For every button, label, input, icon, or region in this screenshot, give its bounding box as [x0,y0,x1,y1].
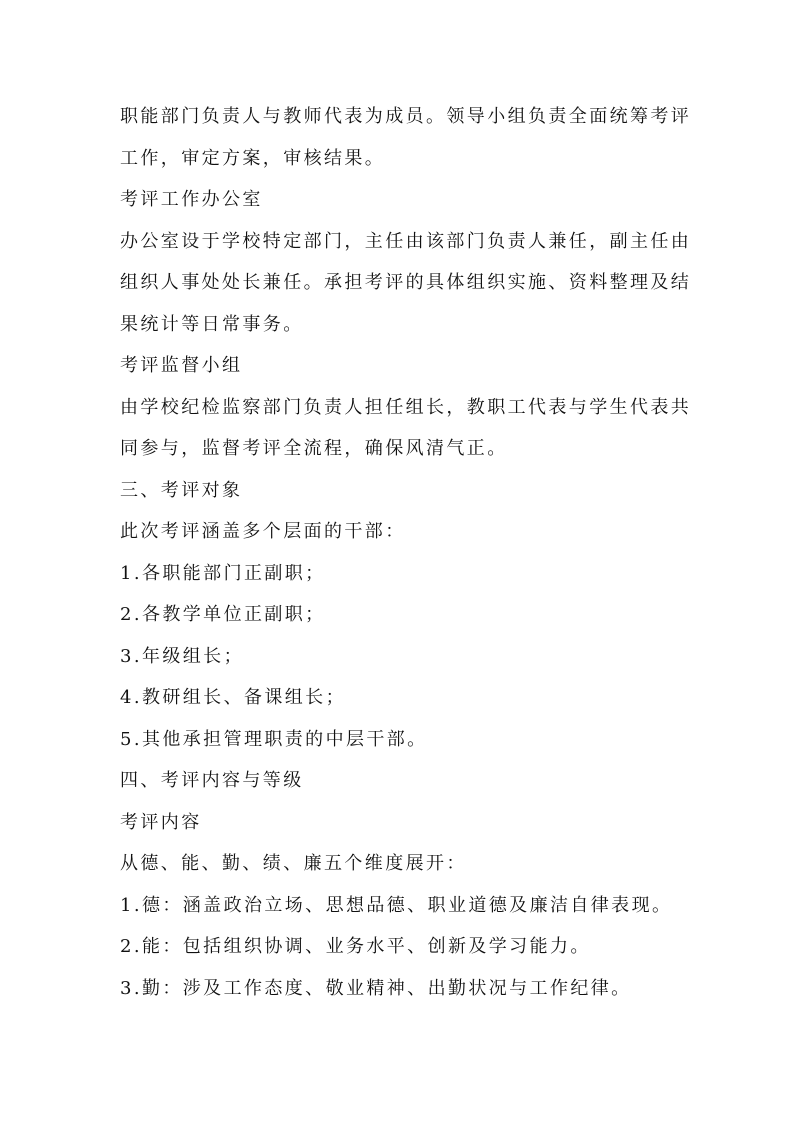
subheading-supervision-group [120,345,680,387]
list-item [120,885,680,927]
paragraph-targets-intro [120,511,680,553]
paragraph-dimensions-intro [120,843,680,885]
list-item-text: 3.年级组长； [120,645,244,667]
text-line: 果统计等日常事务。 [120,313,304,335]
list-item-text: 2.能：包括组织协调、业务水平、创新及学习能力。 [120,936,591,957]
list-item-text: 1.德：涵盖政治立场、思想品德、职业道德及廉洁自律表现。 [120,894,673,916]
list-item [120,926,680,968]
subheading-office [120,179,680,221]
list-item [120,594,680,636]
list-item [120,719,680,761]
list-item-text: 4.教研组长、备课组长； [120,687,346,708]
text-line: 从德、能、勤、绩、廉五个维度展开： [120,853,467,874]
subheading-content [120,802,680,844]
subheading-text: 考评监督小组 [120,355,243,376]
section-heading-text: 三、考评对象 [120,479,243,501]
subheading-text: 考评工作办公室 [120,189,263,210]
paragraph-leadership-group-continued [120,96,692,179]
list-item [120,677,680,719]
text-line: 工作，审定方案，审核结果。 [120,147,386,169]
text-line: 职能部门负责人与教师代表为成员。领导小组负责全面统筹考评 [120,106,692,127]
text-line: 办公室设于学校特定部门，主任由该部门负责人兼任，副主任由 [120,230,692,252]
paragraph-office [120,221,692,346]
list-item [120,968,680,1010]
document-body [120,96,692,1009]
list-item-text: 1.各职能部门正副职； [120,562,326,584]
list-item-text: 2.各教学单位正副职； [120,604,326,625]
list-item-text: 5.其他承担管理职责的中层干部。 [120,728,428,750]
paragraph-supervision-group [120,387,692,470]
subheading-text: 考评内容 [120,811,202,833]
text-line: 此次考评涵盖多个层面的干部： [120,521,406,542]
text-line: 由学校纪检监察部门负责人担任组长，教职工代表与学生代表共 [120,396,692,418]
list-item [120,553,680,595]
text-line: 组织人事处处长兼任。承担考评的具体组织实施、资料整理及结 [120,272,692,293]
text-line: 同参与，监督考评全流程，确保风清气正。 [120,438,508,459]
list-item [120,636,680,678]
section-heading-content-and-grades [120,760,680,802]
list-item-text: 3.勤：涉及工作态度、敬业精神、出勤状况与工作纪律。 [120,977,632,999]
section-heading-targets [120,470,680,512]
section-heading-text: 四、考评内容与等级 [120,770,304,791]
